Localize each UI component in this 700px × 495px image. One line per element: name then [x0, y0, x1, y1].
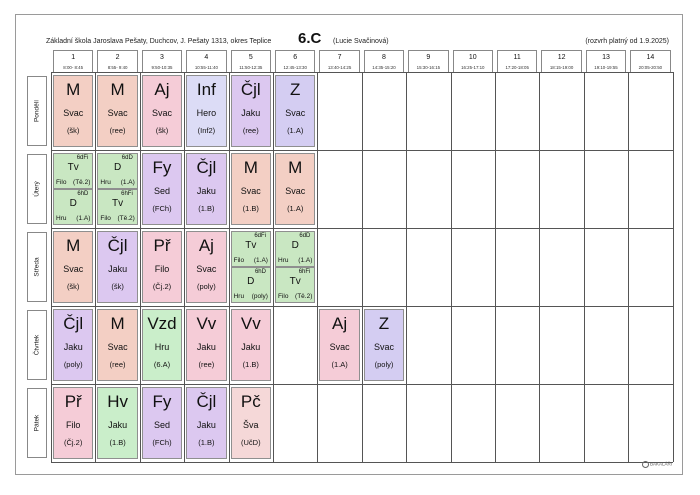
lesson-room: (FCh): [152, 438, 172, 447]
period-number: 13: [602, 54, 610, 61]
school-name: Základní škola Jaroslava Pešaty, Duchcov, J. Pešaty 1313, okres Teplice: [46, 38, 272, 45]
lesson-cell[interactable]: [53, 75, 93, 147]
lesson-room: (1.A): [331, 360, 348, 369]
period-number: 5: [248, 54, 253, 61]
period-time: 16:25-17:10: [461, 65, 485, 70]
lesson-cell[interactable]: [97, 309, 137, 381]
lesson-subject: Fy: [152, 158, 172, 177]
day-label-utery: [27, 154, 47, 224]
lesson-cell[interactable]: [231, 153, 271, 225]
lesson-room: (1.B): [198, 204, 215, 213]
period-number: 1: [71, 54, 76, 61]
period-header-10: [453, 50, 493, 72]
period-header-11: [497, 50, 537, 72]
lesson-room: (1.A): [253, 257, 268, 264]
grid-vline: [673, 72, 674, 462]
lesson-teacher: Svac: [107, 342, 128, 352]
period-time: 15:30-16:15: [416, 65, 441, 70]
grid-vline: [406, 72, 407, 462]
lesson-teacher: Hru: [100, 179, 111, 186]
lesson-teacher: Svac: [329, 342, 350, 352]
lesson-cell[interactable]: [231, 387, 271, 459]
lesson-cell[interactable]: [142, 231, 182, 303]
period-time: 11:50-12:35: [239, 65, 263, 70]
lesson-teacher: Svac: [240, 186, 261, 196]
period-header-7: [319, 50, 359, 72]
period-number: 10: [468, 54, 477, 61]
lesson-subject: M: [110, 314, 125, 333]
day-label-patek: [27, 388, 47, 458]
day-name: Středa: [33, 257, 41, 277]
period-time: 12:45-13:30: [283, 65, 307, 70]
grid-vline: [184, 72, 185, 462]
period-number: 2: [115, 54, 120, 61]
lesson-subject: D: [247, 276, 255, 287]
lesson-teacher: Svac: [107, 108, 128, 118]
lesson-teacher: Šva: [243, 420, 259, 430]
lesson-subject: Tv: [112, 198, 124, 209]
grid-hline: [51, 306, 673, 307]
day-name: Úterý: [33, 181, 41, 197]
lesson-room: (Inf2): [197, 126, 216, 135]
lesson-teacher: Sed: [153, 186, 170, 196]
lesson-cell[interactable]: [97, 387, 137, 459]
day-name: Čtvrtek: [33, 334, 41, 356]
logo-icon: [642, 461, 649, 468]
lesson-cell[interactable]: [53, 309, 93, 381]
period-number: 14: [646, 54, 655, 61]
lesson-room: (1.A): [287, 204, 304, 213]
lesson-subject: Pč: [240, 392, 261, 411]
grid-vline: [95, 72, 96, 462]
lesson-subject: Fy: [152, 392, 172, 411]
lesson-teacher: Jaku: [196, 186, 216, 196]
period-number: 12: [557, 54, 566, 61]
period-header-9: [408, 50, 448, 72]
lesson-cell[interactable]: [142, 309, 182, 381]
lesson-subject: Čjl: [240, 80, 261, 99]
grid-vline: [51, 72, 52, 462]
lesson-subject: Př: [64, 392, 82, 411]
grid-hline: [51, 72, 673, 73]
lesson-teacher: Svac: [151, 108, 172, 118]
lesson-room: (šk): [155, 126, 169, 135]
lesson-cell[interactable]: [97, 231, 137, 303]
lesson-room: (poly): [251, 293, 268, 300]
lesson-group: 6hD: [254, 269, 266, 275]
lesson-room: (6.A): [153, 360, 171, 369]
lesson-cell[interactable]: [186, 231, 226, 303]
lesson-teacher: Filo: [56, 179, 67, 186]
lesson-subject: M: [110, 80, 125, 99]
logo-text: BAKALÁŘI: [649, 461, 672, 467]
lesson-room: (1.A): [76, 215, 91, 222]
period-number: 11: [513, 54, 521, 61]
grid-vline: [539, 72, 540, 462]
grid-vline: [584, 72, 585, 462]
lesson-subject: Tv: [289, 276, 301, 287]
lesson-room: (ree): [109, 360, 126, 369]
lesson-subject: M: [66, 236, 81, 255]
lesson-subject: Čjl: [107, 236, 128, 255]
day-name: Pondělí: [33, 99, 41, 123]
lesson-subject: Čjl: [196, 392, 217, 411]
lesson-teacher: Jaku: [108, 420, 128, 430]
lesson-subject: Tv: [245, 240, 257, 251]
period-header-3: [142, 50, 182, 72]
lesson-teacher: Svac: [373, 342, 394, 352]
lesson-subject: Př: [153, 236, 171, 255]
lesson-room: (šk): [111, 282, 124, 291]
period-header-14: [630, 50, 670, 72]
day-label-pondeli: [27, 76, 47, 146]
lesson-room: (Tě.2): [117, 215, 135, 222]
lesson-subject: Vzd: [147, 314, 177, 333]
lesson-cell[interactable]: [319, 309, 359, 381]
period-header-12: [541, 50, 581, 72]
lesson-group: 6hFi: [121, 191, 133, 197]
lesson-teacher: Svac: [63, 264, 84, 274]
period-header-5: [231, 50, 271, 72]
lesson-teacher: Jaku: [196, 342, 216, 352]
lesson-cell[interactable]: [186, 309, 226, 381]
lesson-room: (poly): [197, 282, 216, 291]
grid-hline: [51, 150, 673, 151]
lesson-room: (1.B): [242, 204, 259, 213]
group-lesson-cell[interactable]: [53, 189, 93, 225]
period-header-1: [53, 50, 93, 72]
lesson-teacher: Hru: [56, 215, 67, 222]
day-label-streda: [27, 232, 47, 302]
lesson-room: (1.A): [120, 179, 135, 186]
lesson-room: (Čj.2): [152, 282, 172, 291]
class-teacher: (Lucie Svačinová): [333, 38, 389, 45]
lesson-subject: Aj: [154, 80, 170, 99]
lesson-cell[interactable]: [142, 153, 182, 225]
lesson-cell[interactable]: [97, 75, 137, 147]
grid-vline: [451, 72, 452, 462]
lesson-subject: D: [113, 162, 122, 173]
lesson-room: (1.B): [198, 438, 215, 447]
lesson-cell[interactable]: [53, 231, 93, 303]
lesson-room: (1.A): [298, 257, 313, 264]
lesson-teacher: Jaku: [241, 342, 261, 352]
class-name: 6.C: [298, 30, 322, 47]
lesson-cell[interactable]: [53, 387, 93, 459]
lesson-room: (1.B): [242, 360, 259, 369]
period-time: 14:35-15:20: [372, 65, 396, 70]
lesson-subject: Vv: [240, 314, 261, 333]
period-time: 19:10-19:55: [594, 65, 618, 70]
day-name: Pátek: [33, 414, 41, 432]
lesson-cell[interactable]: [275, 75, 315, 147]
lesson-subject: Inf: [196, 80, 216, 99]
period-number: 9: [426, 54, 431, 61]
lesson-room: (šk): [66, 126, 80, 135]
lesson-group: 6dFi: [76, 155, 89, 161]
period-number: 7: [337, 54, 342, 61]
period-number: 3: [160, 54, 164, 61]
lesson-subject: M: [243, 158, 258, 177]
lesson-room: (ree): [198, 360, 215, 369]
lesson-teacher: Sed: [153, 420, 170, 430]
period-number: 4: [204, 54, 209, 61]
grid-vline: [140, 72, 141, 462]
period-header-13: [586, 50, 626, 72]
lesson-cell[interactable]: [186, 387, 226, 459]
lesson-group: 6dFi: [254, 233, 266, 239]
group-lesson-cell[interactable]: [97, 189, 137, 225]
grid-hline: [51, 462, 673, 463]
lesson-teacher: Filo: [154, 264, 170, 274]
period-time: 8:55- 9:40: [107, 65, 128, 70]
lesson-teacher: Filo: [278, 293, 289, 300]
lesson-subject: D: [69, 198, 77, 209]
group-lesson-cell[interactable]: [275, 267, 315, 303]
period-time: 18:15-19:00: [549, 65, 574, 70]
lesson-teacher: Svac: [285, 108, 306, 118]
grid-vline: [362, 72, 363, 462]
lesson-cell[interactable]: [142, 387, 182, 459]
lesson-teacher: Svac: [63, 108, 84, 118]
lesson-cell[interactable]: [364, 309, 404, 381]
lesson-room: (šk): [66, 282, 80, 291]
bakalari-logo: [642, 461, 672, 468]
lesson-room: (poly): [63, 360, 83, 369]
period-time: 13:40-14:25: [327, 65, 352, 70]
lesson-group: 6dD: [121, 155, 133, 161]
lesson-room: (ree): [109, 126, 126, 135]
lesson-subject: Z: [290, 80, 301, 99]
lesson-room: (Tě.2): [295, 293, 313, 300]
grid-vline: [495, 72, 496, 462]
lesson-teacher: Hru: [278, 257, 289, 264]
period-header-4: [186, 50, 226, 72]
lesson-cell[interactable]: [142, 75, 182, 147]
lesson-room: (1.B): [109, 438, 126, 447]
lesson-room: (1.A): [287, 126, 304, 135]
grid-hline: [51, 384, 673, 385]
group-lesson-cell[interactable]: [275, 231, 315, 267]
period-time: 20:05-20:50: [638, 65, 663, 70]
period-header-8: [364, 50, 404, 72]
lesson-group: 6dD: [299, 233, 311, 239]
lesson-teacher: Hru: [154, 342, 170, 352]
lesson-room: (FCh): [152, 204, 172, 213]
lesson-subject: Z: [378, 314, 390, 333]
lesson-subject: Hv: [107, 392, 128, 411]
grid-vline: [628, 72, 629, 462]
period-time: 9:50-10:35: [151, 65, 173, 70]
lesson-cell[interactable]: [231, 75, 271, 147]
lesson-teacher: Hero: [196, 108, 217, 118]
lesson-teacher: Svac: [285, 186, 306, 196]
lesson-cell[interactable]: [231, 309, 271, 381]
lesson-subject: D: [291, 240, 299, 251]
lesson-group: 6hFi: [298, 269, 311, 275]
lesson-teacher: Filo: [100, 215, 111, 222]
lesson-cell[interactable]: [186, 153, 226, 225]
group-lesson-cell[interactable]: [53, 153, 93, 189]
lesson-room: (Tě.2): [73, 179, 91, 186]
grid-vline: [317, 72, 318, 462]
lesson-room: (ree): [242, 126, 259, 135]
lesson-room: (poly): [374, 360, 394, 369]
period-time: 10:55-11:40: [194, 65, 218, 70]
lesson-teacher: Jaku: [63, 342, 83, 352]
period-time: 8:00- 8:45: [63, 65, 84, 70]
grid-hline: [51, 228, 673, 229]
lesson-teacher: Svac: [196, 264, 217, 274]
lesson-teacher: Filo: [233, 257, 245, 264]
lesson-subject: Aj: [198, 236, 214, 255]
lesson-subject: Aj: [332, 314, 348, 333]
period-header-6: [275, 50, 315, 72]
lesson-cell[interactable]: [186, 75, 226, 147]
lesson-teacher: Jaku: [241, 108, 261, 118]
lesson-teacher: Hru: [233, 293, 245, 300]
lesson-group: 6hD: [77, 191, 89, 197]
period-number: 8: [382, 54, 386, 61]
group-lesson-cell[interactable]: [231, 267, 271, 303]
group-lesson-cell[interactable]: [97, 153, 137, 189]
grid-vline: [229, 72, 230, 462]
lesson-room: (Čj.2): [64, 438, 83, 447]
period-number: 6: [293, 54, 298, 61]
lesson-teacher: Jaku: [196, 420, 216, 430]
lesson-cell[interactable]: [275, 153, 315, 225]
group-lesson-cell[interactable]: [231, 231, 271, 267]
lesson-subject: Čjl: [63, 314, 84, 333]
lesson-teacher: Filo: [65, 420, 81, 430]
lesson-subject: Vv: [196, 314, 217, 333]
grid-vline: [273, 72, 274, 462]
validity-date: (rozvrh platný od 1.9.2025): [585, 38, 669, 45]
lesson-room: (UčD): [241, 438, 261, 447]
lesson-subject: Čjl: [196, 158, 217, 177]
day-label-ctvrtek: [27, 310, 47, 380]
lesson-subject: Tv: [67, 162, 79, 173]
lesson-teacher: Jaku: [108, 264, 128, 274]
period-time: 17:20-18:05: [505, 65, 529, 70]
lesson-subject: M: [66, 80, 81, 99]
period-header-2: [97, 50, 137, 72]
lesson-subject: M: [288, 158, 303, 177]
